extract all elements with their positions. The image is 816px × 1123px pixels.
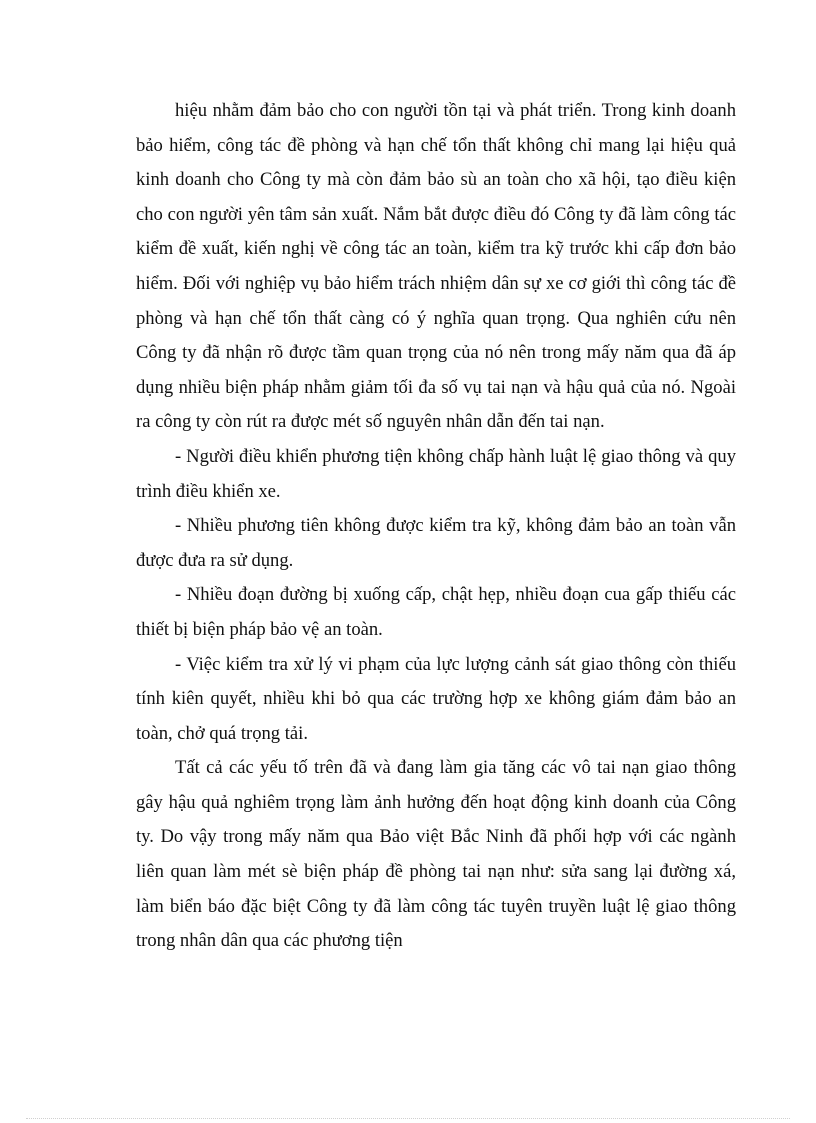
paragraph-conclusion: Tất cả các yếu tố trên đã và đang làm gia tăng các vô tai nạn giao thông gây hậu quả nghiêm trọng làm ảnh hưởng đến hoạt động kinh doanh của Công ty. Do vậy trong mấy năm qua Bảo việt Bắc Ninh đã phối hợp với các ngành liên quan làm mét sè biện pháp đề phòng tai nạn như: sửa sang lại đường xá, làm biển báo đặc biệt Công ty đã làm công tác tuyên truyền luật lệ giao thông trong nhân dân qua các phương tiện — [136, 757, 736, 952]
paragraph-cause-1: - Người điều khiển phương tiện không chấp hành luật lệ giao thông và quy trình điều khiển xe. — [136, 445, 736, 502]
paragraph-cause-3: - Nhiều đoạn đường bị xuống cấp, chật hẹp, nhiều đoạn cua gấp thiếu các thiết bị biện pháp bảo vệ an toàn. — [136, 584, 736, 640]
page-bottom-divider — [26, 1118, 790, 1119]
paragraph-cause-2: - Nhiều phương tiên không được kiểm tra kỹ, không đảm bảo an toàn vẫn được đưa ra sử dụng. — [136, 515, 736, 571]
body-text — [136, 94, 736, 959]
paragraph-cause-4: - Việc kiểm tra xử lý vi phạm của lực lượng cảnh sát giao thông còn thiếu tính kiên quyết, nhiều khi bỏ qua các trường hợp xe không giám đảm bảo an toàn, chở quá trọng tải. — [136, 653, 736, 744]
paragraph-intro: hiệu nhằm đảm bảo cho con người tồn tại và phát triển. Trong kinh doanh bảo hiểm, công tác đề phòng và hạn chế tổn thất không chỉ mang lại hiệu quả kinh doanh cho Công ty mà còn đảm bảo sù an toàn cho xã hội, tạo điều kiện cho con người yên tâm sản xuất. Nắm bắt được điều đó Công ty đã làm công tác kiểm đề xuất, kiến nghị về công tác an toàn, kiểm tra kỹ trước khi cấp đơn bảo hiểm. Đối với nghiệp vụ bảo hiểm trách nhiệm dân sự xe cơ giới thì công tác đề phòng và hạn chế tổn thất càng có ý nghĩa quan trọng. Qua nghiên cứu nên Công ty đã nhận rõ được tầm quan trọng của nó nên trong mấy năm qua đã áp dụng nhiều biện pháp nhằm giảm tối đa số vụ tai nạn và hậu quả của nó. Ngoài ra công ty còn rút ra được mét số nguyên nhân dẫn đến tai nạn. — [136, 100, 736, 433]
